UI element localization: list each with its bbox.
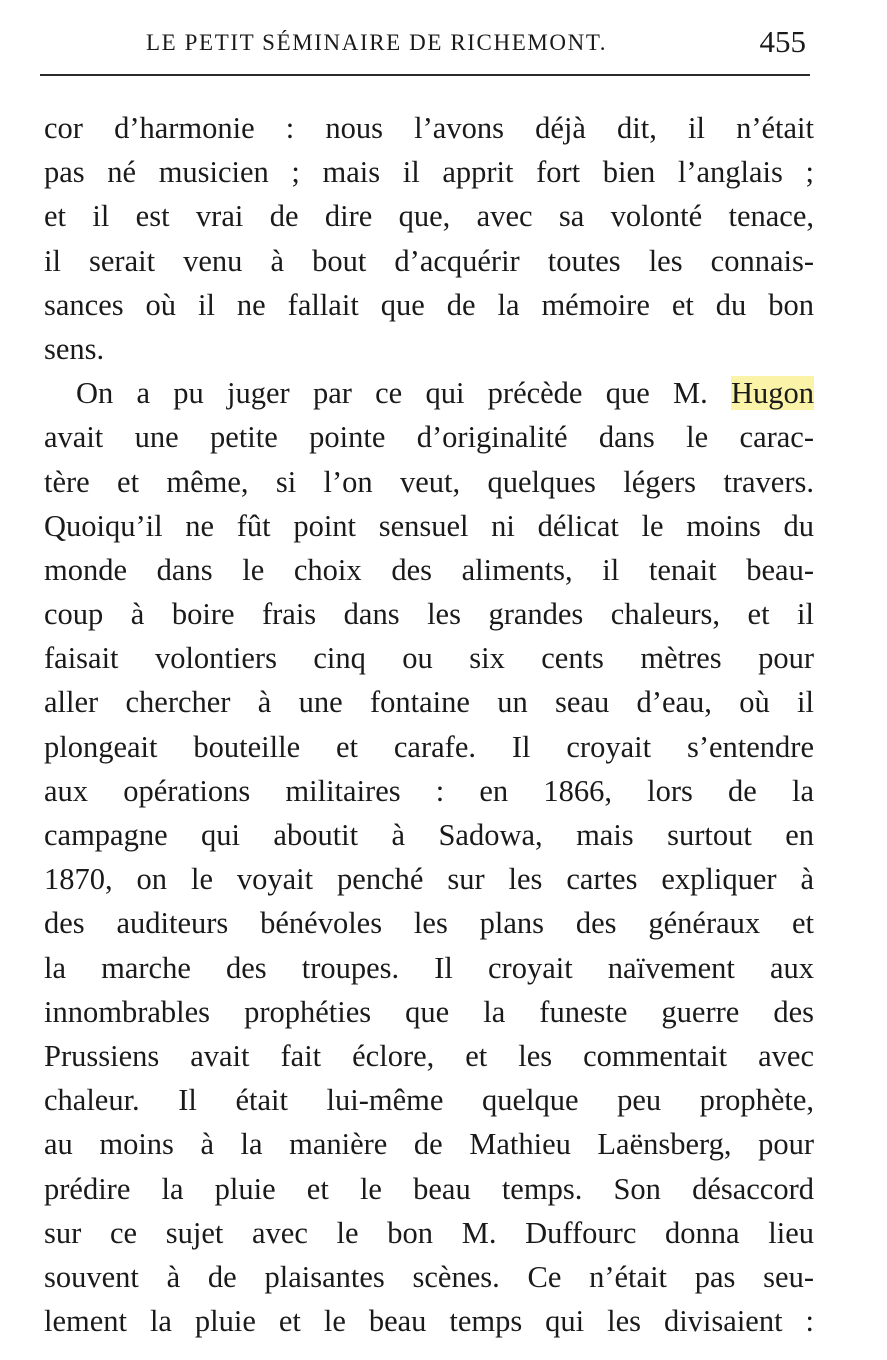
text-line: avait une petite pointe d’originalité dans le carac-	[44, 420, 814, 455]
text-line: 1870, on le voyait penché sur les cartes expliquer à	[44, 862, 814, 897]
text-line: innombrables prophéties que la funeste guerre des	[44, 994, 814, 1029]
text-line: Prussiens avait fait éclore, et les commentait avec	[44, 1038, 814, 1073]
text-line: souvent à de plaisantes scènes. Ce n’était pas seu-	[44, 1259, 814, 1294]
running-title: LE PETIT SÉMINAIRE DE RICHEMONT.	[146, 30, 608, 55]
text-line: plongeait bouteille et carafe. Il croyait s’entendre	[44, 729, 814, 764]
text-line: campagne qui aboutit à Sadowa, mais surtout en	[44, 818, 814, 852]
body-text	[44, 106, 814, 1343]
text-line-first	[44, 371, 814, 415]
text-line: sens.	[44, 331, 105, 366]
text-line: la marche des troupes. Il croyait naïvement aux	[44, 950, 814, 985]
highlighted-name: Hugon	[730, 376, 815, 411]
header-rule	[40, 74, 810, 76]
text-line: au moins à la manière de Mathieu Laënsberg, pour	[44, 1127, 814, 1162]
text-line: prédire la pluie et le beau temps. Son désaccord	[44, 1171, 814, 1206]
text-line: coup à boire frais dans les grandes chaleurs, et il	[44, 597, 814, 632]
text-line: chaleur. Il était lui-même quelque peu prophète,	[44, 1083, 814, 1118]
text-line: pas né musicien ; mais il apprit fort bien l’anglais ;	[44, 155, 814, 190]
paragraph-1	[44, 106, 814, 371]
text-line: aux opérations militaires : en 1866, lors de la	[44, 773, 814, 808]
text-line: et il est vrai de dire que, avec sa volonté tenace,	[44, 199, 814, 234]
text-line: cor d’harmonie : nous l’avons déjà dit, il n’était	[44, 111, 814, 145]
text-line: sances où il ne fallait que de la mémoire et du bon	[44, 287, 814, 322]
text-line: il serait venu à bout d’acquérir toutes les connais-	[44, 243, 814, 278]
text-fragment: On a pu juger par ce qui précède que M.	[76, 376, 708, 411]
text-line: sur ce sujet avec le bon M. Duffourc donna lieu	[44, 1215, 814, 1250]
page-number: 455	[759, 24, 806, 59]
text-line: monde dans le choix des aliments, il tenait beau-	[44, 552, 814, 587]
text-line: lement la pluie et le beau temps qui les divisaient :	[44, 1304, 814, 1339]
text-line: faisait volontiers cinq ou six cents mètres pour	[44, 641, 814, 676]
paragraph-2	[44, 371, 814, 1343]
text-line: aller chercher à une fontaine un seau d’eau, où il	[44, 685, 814, 720]
text-line: Quoiqu’il ne fût point sensuel ni délicat le moins du	[44, 508, 814, 543]
text-line: des auditeurs bénévoles les plans des généraux et	[44, 906, 814, 941]
text-line: tère et même, si l’on veut, quelques légers travers.	[44, 464, 814, 499]
page-header	[40, 22, 812, 70]
